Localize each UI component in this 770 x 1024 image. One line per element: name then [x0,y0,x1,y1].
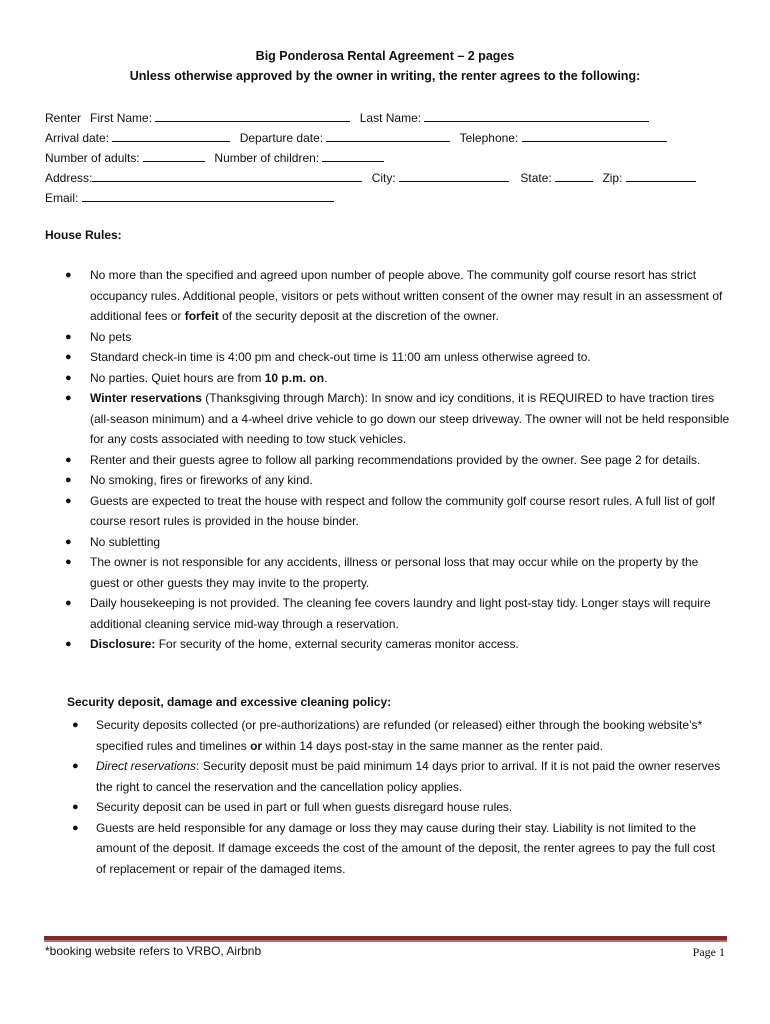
page-number: Page 1 [692,945,725,959]
email-field[interactable] [82,189,334,202]
bullet-icon: ● [65,351,72,363]
name-row [45,108,725,128]
state-label: State: [520,171,552,185]
list-item [45,593,730,634]
bullet-icon: ● [65,494,72,507]
item-text-pre: Standard check-in time is 4:00 pm and check-out time is 11:00 am unless otherwise agreed to. [90,350,591,364]
telephone-field[interactable] [522,129,667,142]
item-text-bold: or [250,738,263,753]
item-text-pre: No parties. Quiet hours are from [90,370,265,385]
city-field[interactable] [399,169,509,182]
item-text-bold: forfeit [184,309,219,323]
last-name-field[interactable] [424,109,649,122]
zip-field[interactable] [626,169,696,182]
bullet-icon: ● [72,821,79,834]
renter-label: Renter [45,111,82,125]
children-label: Number of children: [214,151,320,165]
arrival-label: Arrival date: [45,131,110,145]
item-text-italic: Direct reservations [96,759,197,773]
guests-row [45,148,725,168]
item-text-bold: Disclosure: [90,637,156,651]
dates-row [45,128,725,148]
state-field[interactable] [555,169,593,182]
bullet-icon: ● [65,371,72,384]
item-text-pre: Renter and their guests agree to follow all parking recommendations provided by the owner. See page 2 for details. [90,452,701,467]
bullet-icon: ● [65,638,72,650]
item-text-pre: No subletting [90,534,161,549]
list-item [45,450,730,471]
list-item [67,797,727,818]
list-item [45,327,730,348]
item-text-pre: Daily housekeeping is not provided. The cleaning fee covers laundry and light post-stay tidy. Longer stays will require additional cleaning service mid-way through a reservation. [90,596,711,631]
departure-label: Departure date: [239,131,324,145]
item-text-pre: No pets [90,329,132,344]
email-row [45,188,725,208]
list-item [67,715,727,756]
bullet-icon: ● [65,269,72,281]
item-text-pre: No more than the specified and agreed upon number of people above. The community golf course resort has strict occupancy rules. Additional people, visitors or pets without written consent of the owner may result in an assessment of additional fees or [90,268,723,323]
bullet-icon: ● [72,719,79,731]
house-rules-heading: House Rules: [45,228,122,242]
item-text-pre: Security deposit can be used in part or full when guests disregard house rules. [96,800,513,814]
footnote: *booking website refers to VRBO, Airbnb [45,944,262,958]
security-policy-list [67,715,727,879]
arrival-date-field[interactable] [112,129,230,142]
children-field[interactable] [322,149,384,162]
bullet-icon: ● [72,801,79,813]
bullet-icon: ● [72,760,79,772]
footer-divider [44,936,727,940]
item-text-post: within 14 days post-stay in the same manner as the renter paid. [262,738,603,753]
email-label: Email: [45,191,79,205]
first-name-label: First Name: [90,111,153,125]
list-item [67,756,727,797]
last-name-label: Last Name: [359,111,422,125]
bullet-icon: ● [65,556,72,568]
item-text-bold: 10 p.m. on [264,370,325,385]
city-label: City: [371,171,396,185]
bullet-icon: ● [65,392,72,404]
list-item [45,470,730,491]
bullet-icon: ● [65,535,72,548]
adults-label: Number of adults: [45,151,140,165]
list-item [67,818,727,880]
item-text-pre: The owner is not responsible for any accidents, illness or personal loss that may occur while on the property by the guest or other guests they may invite to the property. [90,555,699,590]
item-text-pre: Guests are expected to treat the house with respect and follow the community golf course resort rules. A full list of golf course resort rules is provided in the house binder. [90,493,715,528]
zip-label: Zip: [602,171,623,185]
item-text-pre: Guests are held responsible for any damage or loss they may cause during their stay. Liability is not limited to the amount of the deposit. If damage exceeds the cost of the amount of the deposit, the renter agrees to pay the full cost of replacement or repair of the damaged items. [96,820,716,876]
list-item [45,265,730,327]
item-text-post: . [324,370,328,385]
list-item [45,368,730,389]
list-item [45,491,730,532]
document-subtitle: Unless otherwise approved by the owner in writing, the renter agrees to the following: [129,69,641,83]
bullet-icon: ● [65,474,72,486]
item-text-post: (Thanksgiving through March): In snow and icy conditions, it is REQUIRED to have traction tires (all-season minimum) and a 4-wheel drive vehicle to go down our steep driveway. The owner will not be held responsible for any costs associated with needing to tow stuck vehicles. [90,391,730,446]
bullet-icon: ● [65,453,72,466]
list-item [45,388,730,450]
bullet-icon: ● [65,597,72,609]
item-text-pre: Security deposits collected (or pre-authorizations) are refunded (or released) either through the booking website’s* specified rules and timelines [96,718,703,753]
bullet-icon: ● [65,330,72,343]
telephone-label: Telephone: [459,131,519,145]
list-item [45,634,730,655]
item-text-pre: No smoking, fires or fireworks of any kind. [90,473,313,487]
house-rules-list [45,265,730,655]
item-text-post: : Security deposit must be paid minimum 14 days prior to arrival. If it is not paid the owner reserves the right to cancel the reservation and the cancellation policy applies. [96,759,721,794]
item-text-bold: Winter reservations [90,391,202,405]
address-row [45,168,725,188]
address-field[interactable] [92,169,362,182]
item-text-post: For security of the home, external security cameras monitor access. [155,637,519,651]
list-item [45,532,730,553]
list-item [45,347,730,368]
departure-date-field[interactable] [326,129,450,142]
document-title: Big Ponderosa Rental Agreement – 2 pages [255,49,515,63]
list-item [45,552,730,593]
address-label: Address: [45,171,93,185]
first-name-field[interactable] [155,109,350,122]
item-text-post: of the security deposit at the discretion of the owner. [218,309,499,323]
renter-form [45,108,725,208]
adults-field[interactable] [143,149,205,162]
security-policy-heading: Security deposit, damage and excessive cleaning policy: [67,695,392,709]
